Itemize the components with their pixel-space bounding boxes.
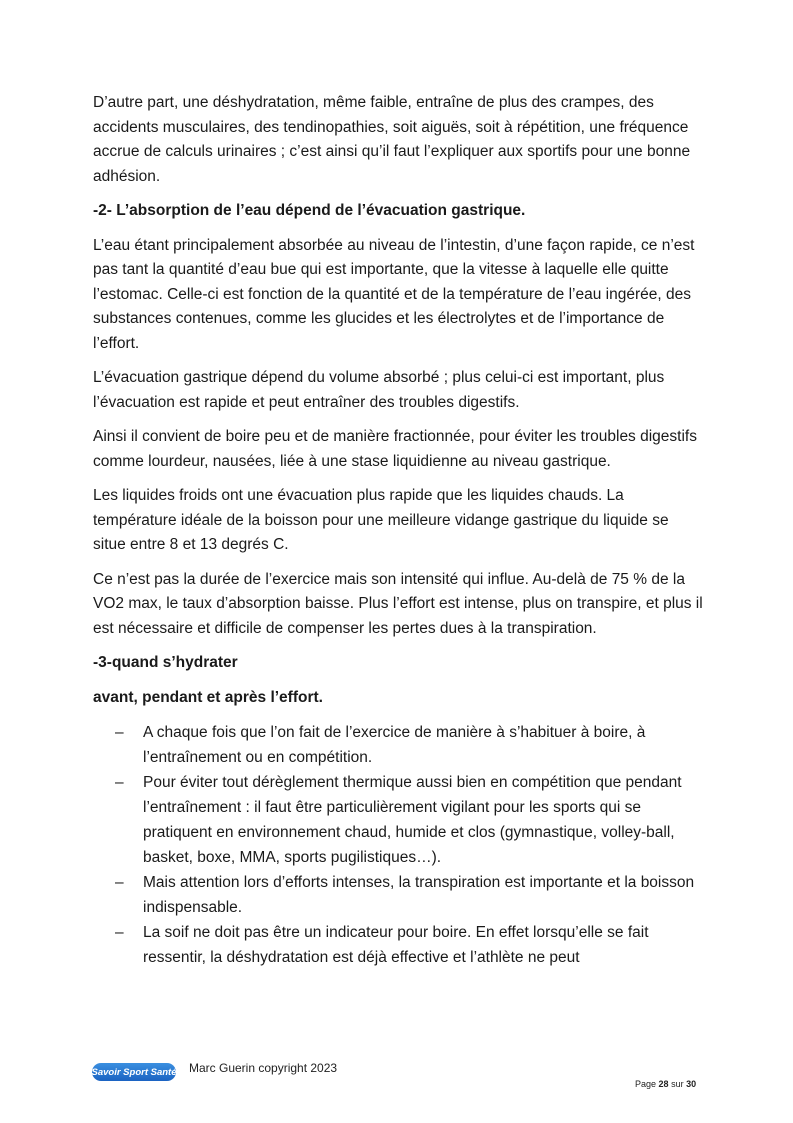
- dash-bullet-icon: –: [115, 774, 124, 791]
- page-sep: sur: [671, 1079, 684, 1089]
- list-item-text: A chaque fois que l’on fait de l’exercice de manière à s’habituer à boire, à l’entraînement ou en compétition.: [143, 724, 646, 766]
- footer-copyright: Marc Guerin copyright 2023: [189, 1061, 338, 1075]
- bullet-list: [93, 720, 703, 970]
- paragraph: Ce n’est pas la durée de l’exercice mais son intensité qui influe. Au-delà de 75 % de la VO2 max, le taux d’absorption baisse. Plus l’effort est intense, plus on transpire, et plus il est nécessaire et difficile de compenser les pertes dues à la transpiration.: [93, 570, 703, 637]
- list-item-text: La soif ne doit pas être un indicateur pour boire. En effet lorsqu’elle se fait ressentir, la déshydratation est déjà effective et l’athlète ne peut: [143, 924, 649, 966]
- logo-text: Savoir Sport Santé: [92, 1066, 176, 1078]
- list-item: [93, 870, 703, 920]
- paragraph: L’eau étant principalement absorbée au niveau de l’intestin, d’une façon rapide, ce n’est pas tant la quantité d’eau bue qui est importante, que la vitesse à laquelle elle quitte l’estomac. Celle-ci est fonction de la quantité et de la température de l’eau ingérée, des substances contenues, comme les glucides et les électrolytes et de l’importance de l’effort.: [93, 236, 695, 352]
- section-heading-3: -3-quand s’hydrater: [93, 654, 238, 671]
- paragraph: L’évacuation gastrique dépend du volume absorbé ; plus celui-ci est important, plus l’évacuation est rapide et peut entraîner des troubles digestifs.: [93, 369, 665, 411]
- list-item: [93, 920, 703, 970]
- page-current: 28: [658, 1079, 669, 1089]
- page-number: [635, 1079, 696, 1089]
- list-item: [93, 770, 703, 870]
- section-subheading-3: avant, pendant et après l’effort.: [93, 688, 323, 706]
- list-item-text: Mais attention lors d’efforts intenses, la transpiration est importante et la boisson indispensable.: [143, 874, 695, 916]
- savoir-sport-sante-logo: [92, 1063, 176, 1081]
- dash-bullet-icon: –: [115, 924, 124, 941]
- dash-bullet-icon: –: [115, 724, 124, 741]
- page-total: 30: [686, 1079, 697, 1089]
- page-content: [93, 91, 703, 970]
- page-prefix: Page: [635, 1079, 657, 1089]
- list-item-text: Pour éviter tout dérèglement thermique aussi bien en compétition que pendant l’entraînement : il faut être particulièrement vigilant pour les sports qui se pratiquent en environnement chaud, humide et clos (gymnastique, volley-ball, basket, boxe, MMA, sports pugilistiques…).: [143, 774, 682, 866]
- section-heading-2: -2- L’absorption de l’eau dépend de l’évacuation gastrique.: [93, 202, 526, 219]
- paragraph: D’autre part, une déshydratation, même faible, entraîne de plus des crampes, des accidents musculaires, des tendinopathies, soit aiguës, soit à répétition, une fréquence accrue de calculs urinaires ; c’est ainsi qu’il faut l’expliquer aux sportifs pour une bonne adhésion.: [93, 94, 691, 185]
- list-item: [93, 720, 703, 770]
- dash-bullet-icon: –: [115, 874, 124, 891]
- paragraph: Les liquides froids ont une évacuation plus rapide que les liquides chauds. La température idéale de la boisson pour une meilleure vidange gastrique du liquide se situe entre 8 et 13 degrés C.: [93, 487, 669, 553]
- paragraph: Ainsi il convient de boire peu et de manière fractionnée, pour éviter les troubles digestifs comme lourdeur, nausées, liée à une stase liquidienne au niveau gastrique.: [93, 428, 697, 470]
